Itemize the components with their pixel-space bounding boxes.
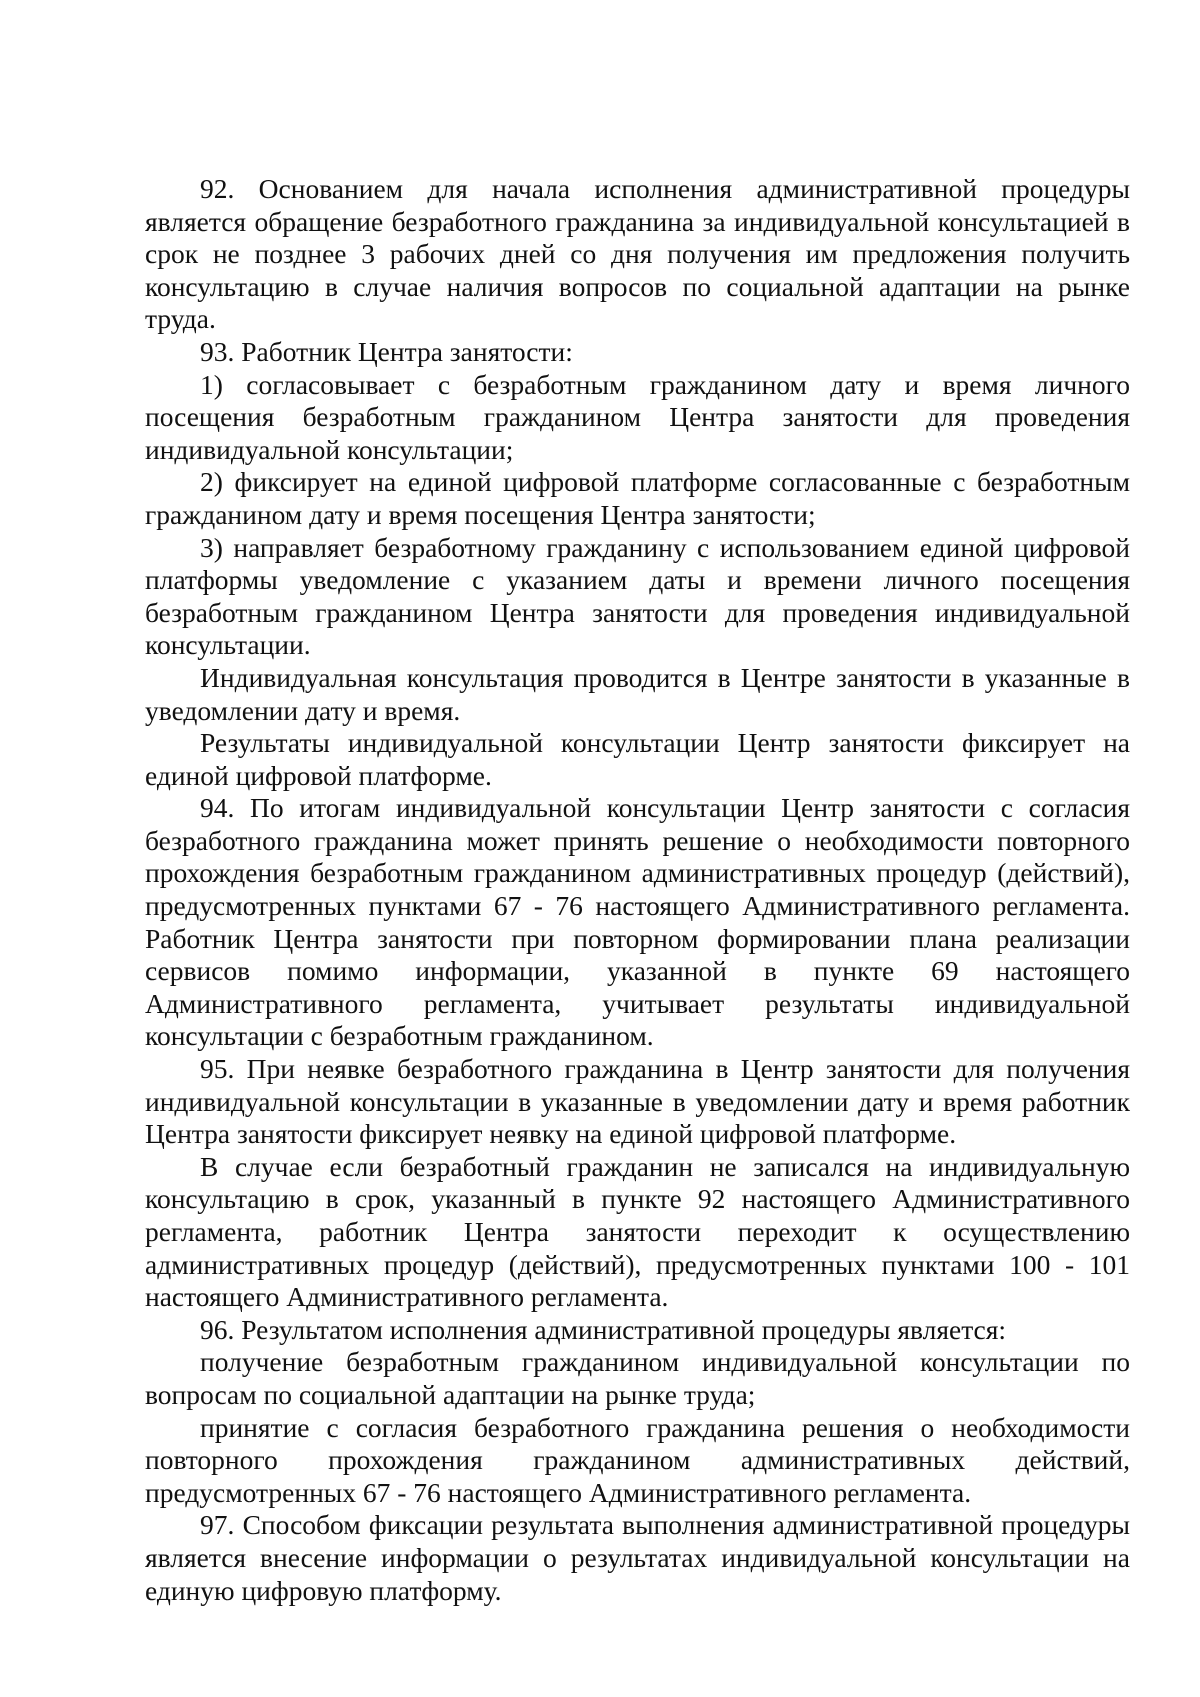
paragraph-93-item-1: 1) согласовывает с безработным гражданином дату и время личного посещения безработным гражданином Центра занятости для проведения индивидуальной консультации; [145, 368, 1130, 465]
paragraph-93-item-2: 2) фиксирует на единой цифровой платформе согласованные с безработным гражданином дату и время посещения Центра занятости; [145, 466, 1130, 530]
paragraph-92: 92. Основанием для начала исполнения административной процедуры является обращение безработного гражданина за индивидуальной консультацией в срок не позднее 3 рабочих дней со дня получения им предложения получить консультацию в случае наличия вопросов по социальной адаптации на рынке труда. [145, 173, 1130, 335]
paragraph-96-result-1: получение безработным гражданином индивидуальной консультации по вопросам по социальной адаптации на рынке труда; [145, 1346, 1130, 1410]
paragraph-95-no-registration: В случае если безработный гражданин не записался на индивидуальную консультацию в срок, указанный в пункте 92 настоящего Административного регламента, работник Центра занятости переходит к осуществлению административных процедур (действий), предусмотренных пунктами 100 - 101 настоящего Административного регламента. [145, 1150, 1130, 1313]
document-page [145, 173, 1130, 1607]
paragraph-93-item-3: 3) направляет безработному гражданину с использованием единой цифровой платформы уведомление с указанием даты и времени личного посещения безработным гражданином Центра занятости для проведения индивидуальной консультации. [145, 531, 1130, 661]
paragraph-94: 94. По итогам индивидуальной консультации Центр занятости с согласия безработного гражданина может принять решение о необходимости повторного прохождения безработным гражданином административных процедур (действий), предусмотренных пунктами 67 - 76 настоящего Административного регламента. Работник Центра занятости при повторном формировании плана реализации сервисов помимо информации, указанной в пункте 69 настоящего Административного регламента, учитывает результаты индивидуальной консультации с безработным гражданином. [145, 792, 1130, 1052]
paragraph-consultation-place: Индивидуальная консультация проводится в Центре занятости в указанные в уведомлении дату и время. [145, 661, 1130, 726]
paragraph-consultation-results: Результаты индивидуальной консультации Центр занятости фиксирует на единой цифровой платформе. [145, 727, 1130, 791]
paragraph-93: 93. Работник Центра занятости: [200, 335, 573, 367]
paragraph-97: 97. Способом фиксации результата выполнения административной процедуры является внесение информации о результатах индивидуальной консультации на единую цифровую платформу. [145, 1509, 1130, 1606]
paragraph-96-result-2: принятие с согласия безработного гражданина решения о необходимости повторного прохождения гражданином административных действий, предусмотренных 67 - 76 настоящего Административного регламента. [145, 1411, 1130, 1508]
paragraph-96: 96. Результатом исполнения административной процедуры является: [200, 1313, 1007, 1345]
paragraph-95: 95. При неявке безработного гражданина в Центр занятости для получения индивидуальной консультации в указанные в уведомлении дату и время работник Центра занятости фиксирует неявку на единой цифровой платформе. [145, 1053, 1130, 1150]
